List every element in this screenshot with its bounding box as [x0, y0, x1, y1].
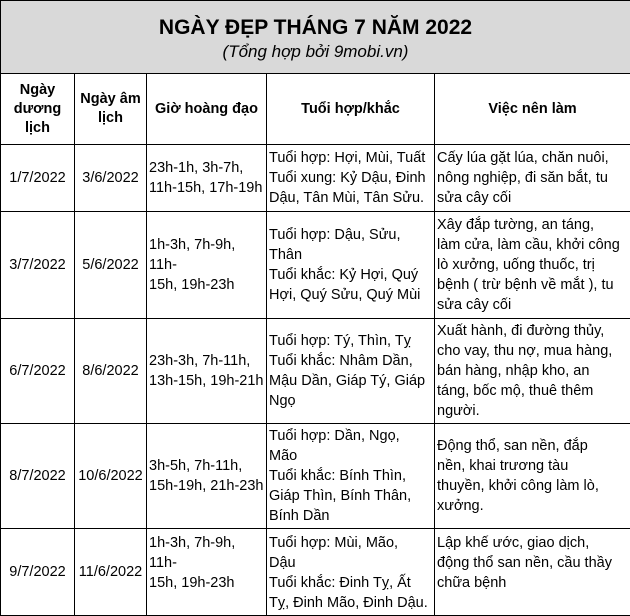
table-row	[1, 212, 630, 319]
ages-cell: Tuổi hợp: Hợi, Mùi, Tuất Tuổi xung: Kỷ Dậu, Đinh Dậu, Tân Mùi, Tân Sửu.	[267, 145, 435, 212]
lunar-date-cell: 3/6/2022	[75, 145, 147, 212]
hours-cell: 3h-5h, 7h-11h, 15h-19h, 21h-23h	[147, 424, 267, 529]
lunar-date-cell: 5/6/2022	[75, 212, 147, 319]
table-row	[1, 424, 630, 529]
table-row	[1, 319, 630, 424]
tasks-cell: Xuất hành, đi đường thủy, cho vay, thu nợ, mua hàng, bán hàng, nhập kho, an táng, bốc mộ, thuê thêm người.	[435, 319, 630, 424]
hours-cell: 23h-3h, 7h-11h, 13h-15h, 19h-21h	[147, 319, 267, 424]
column-header-auspicious-hours: Giờ hoàng đạo	[147, 74, 267, 145]
page-title: NGÀY ĐẸP THÁNG 7 NĂM 2022	[1, 15, 630, 41]
solar-date-cell: 8/7/2022	[1, 424, 75, 529]
solar-date-cell: 9/7/2022	[1, 529, 75, 616]
ages-cell: Tuổi hợp: Tý, Thìn, Tỵ Tuổi khắc: Nhâm Dần, Mậu Dần, Giáp Tý, Giáp Ngọ	[267, 319, 435, 424]
table-row	[1, 145, 630, 212]
lunar-date-cell: 10/6/2022	[75, 424, 147, 529]
column-header-lunar-date: Ngày âm lịch	[75, 74, 147, 145]
solar-date-cell: 6/7/2022	[1, 319, 75, 424]
column-header-compatible-ages: Tuổi hợp/khắc	[267, 74, 435, 145]
tasks-cell: Xây đắp tường, an táng, làm cửa, làm cầu, khởi công lò xưởng, uống thuốc, trị bệnh ( trừ bệnh về mắt ), tu sửa cây cối	[435, 212, 630, 319]
column-header-recommended-tasks: Việc nên làm	[435, 74, 630, 145]
column-header-row	[1, 74, 630, 145]
ages-cell: Tuổi hợp: Mùi, Mão, Dậu Tuổi khắc: Đinh Tỵ, Ất Tỵ, Đinh Mão, Đinh Dậu.	[267, 529, 435, 616]
title-cell	[1, 1, 630, 74]
lunar-date-cell: 8/6/2022	[75, 319, 147, 424]
hours-cell: 1h-3h, 7h-9h, 11h- 15h, 19h-23h	[147, 212, 267, 319]
title-row	[1, 1, 630, 74]
hours-cell: 23h-1h, 3h-7h, 11h-15h, 17h-19h	[147, 145, 267, 212]
tasks-cell: Lập khế ước, giao dịch, động thổ san nền, cầu thầy chữa bệnh	[435, 529, 630, 616]
tasks-cell: Động thổ, san nền, đắp nền, khai trương tàu thuyền, khởi công làm lò, xưởng.	[435, 424, 630, 529]
ages-cell: Tuổi hợp: Dần, Ngọ, Mão Tuổi khắc: Bính Thìn, Giáp Thìn, Bính Thân, Bính Dần	[267, 424, 435, 529]
table-row	[1, 529, 630, 616]
column-header-solar-date: Ngày dương lịch	[1, 74, 75, 145]
tasks-cell: Cấy lúa gặt lúa, chăn nuôi, nông nghiệp, đi săn bắt, tu sửa cây cối	[435, 145, 630, 212]
ages-cell: Tuổi hợp: Dậu, Sửu, Thân Tuổi khắc: Kỷ Hợi, Quý Hợi, Quý Sửu, Quý Mùi	[267, 212, 435, 319]
solar-date-cell: 1/7/2022	[1, 145, 75, 212]
page-subtitle: (Tổng hợp bởi 9mobi.vn)	[1, 41, 630, 63]
hours-cell: 1h-3h, 7h-9h, 11h- 15h, 19h-23h	[147, 529, 267, 616]
lunar-date-cell: 11/6/2022	[75, 529, 147, 616]
solar-date-cell: 3/7/2022	[1, 212, 75, 319]
